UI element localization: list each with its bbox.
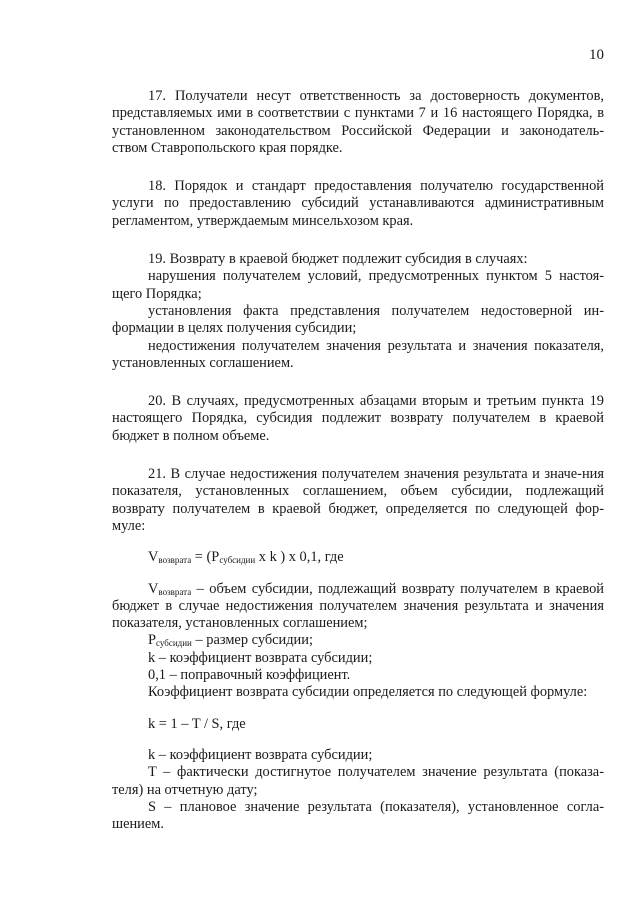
- formula-v-symbol: V: [148, 549, 159, 566]
- document-body: [112, 88, 604, 833]
- page-number: 10: [589, 47, 604, 63]
- coefficient-intro: Коэффициент возврата субсидии определяется по следующей формуле:: [148, 684, 588, 701]
- paragraph-19-item-3: недостижения получателем значения результата и значения показателя, установленных соглашением.: [112, 337, 604, 371]
- paragraph-17: 17. Получатели несут ответственность за достоверность документов, представляемых ими в соответствии с пунктами 7 и 16 настоящего Порядка, в установленном законодательством Российской Федерации и законодатель-ством Ставропольского края порядке.: [112, 88, 604, 156]
- definition-t: T – фактически достигнутое получателем значение результата (показа-теля) на отчетную дату;: [112, 764, 604, 798]
- definition-k: k – коэффициент возврата субсидии;: [148, 649, 373, 666]
- paragraph-19-intro: 19. Возврату в краевой бюджет подлежит субсидия в случаях:: [148, 251, 528, 268]
- formula-p-subscript: субсидии: [219, 555, 256, 566]
- definition-p-text: – размер субсидии;: [191, 632, 313, 649]
- formula-rest: x k ) x 0,1, где: [255, 549, 344, 566]
- formula-coefficient: k = 1 – T / S, где: [148, 715, 246, 732]
- definition-s: S – плановое значение результата (показателя), установленное согла-шением.: [112, 798, 604, 833]
- definition-v-text: – объем субсидии, подлежащий возврату получателем в краевой бюджет в случае недостижения получателем значения результата и значения показателя, установленных соглашением;: [112, 580, 604, 632]
- definition-k-2: k – коэффициент возврата субсидии;: [148, 746, 373, 763]
- definition-p-subscript: субсидии: [156, 638, 192, 649]
- definition-v-subscript: возврата: [158, 586, 192, 597]
- definition-correction: 0,1 – поправочный коэффициент.: [148, 667, 351, 684]
- definition-p: [112, 632, 604, 649]
- formula-return-volume: [112, 549, 604, 566]
- paragraph-20: 20. В случаях, предусмотренных абзацами вторым и третьим пункта 19 настоящего Порядка, субсидия подлежит возврату получателем в краевой бюджет в полном объеме.: [112, 393, 604, 444]
- definition-v: [112, 581, 604, 633]
- paragraph-19-item-2: установления факта представления получателем недостоверной ин-формации в целях получения субсидии;: [112, 302, 604, 337]
- paragraph-19-item-1: нарушения получателем условий, предусмотренных пунктом 5 настоя-щего Порядка;: [112, 268, 604, 302]
- paragraph-21-intro: 21. В случае недостижения получателем значения результата и значе-ния показателя, установленных соглашением, объем субсидии, подлежащий возврату получателем в краевой бюджет, определяется по следующей фор-муле:: [112, 466, 604, 534]
- paragraph-18: 18. Порядок и стандарт предоставления получателю государственной услуги по предоставлению субсидий устанавливаются административным регламентом, утверждаемым минсельхозом края.: [112, 178, 604, 229]
- formula-v-subscript: возврата: [158, 555, 192, 566]
- definition-v-symbol: V: [148, 580, 159, 597]
- definition-p-symbol: P: [148, 632, 157, 649]
- formula-equals-p: = (P: [191, 549, 220, 566]
